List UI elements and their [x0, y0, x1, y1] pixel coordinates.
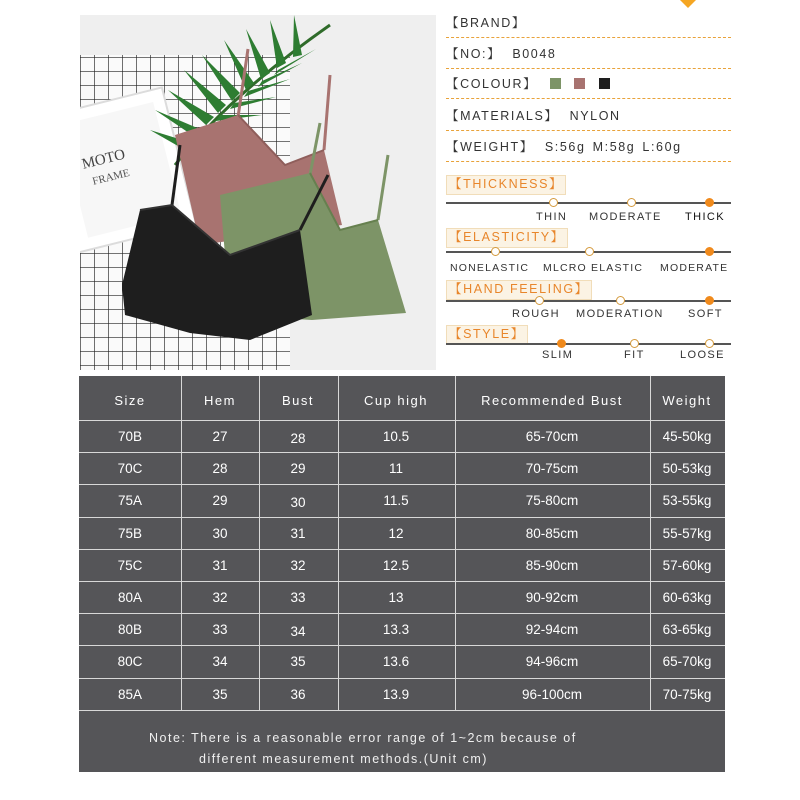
- cell-weight: 65-70kg: [662, 654, 712, 669]
- header-recommended-bust: Recommended Bust: [481, 393, 623, 408]
- thickness-dot-thick: [705, 198, 714, 207]
- thickness-dot-moderate: [627, 198, 636, 207]
- header-weight: Weight: [662, 393, 712, 408]
- cell-size: 70B: [117, 429, 143, 444]
- measurement-note: [79, 728, 725, 770]
- colour-swatch-pink: [574, 78, 585, 89]
- colour-swatch-green: [550, 78, 561, 89]
- cell-size: 75A: [117, 493, 143, 508]
- note-line-1: Note: There is a reasonable error range of 1~2cm because of: [149, 731, 577, 745]
- cell-cup-high: 13: [388, 590, 404, 605]
- product-photo: [80, 15, 436, 370]
- frame-text-2: FRAME: [91, 166, 131, 188]
- thickness-title: 【THICKNESS】: [446, 175, 566, 195]
- cell-hem: 35: [212, 687, 228, 702]
- style-dot-fit: [630, 339, 639, 348]
- cell-weight: 63-65kg: [662, 622, 712, 637]
- weight-label: 【WEIGHT】: [446, 140, 534, 154]
- note-line-2: different measurement methods.(Unit cm): [199, 752, 488, 766]
- cell-size: 75B: [117, 526, 143, 541]
- cell-bust: 30: [290, 495, 306, 510]
- cell-size: 70C: [117, 461, 143, 476]
- elasticity-label-moderate: MODERATE: [660, 262, 729, 274]
- cell-hem: 27: [212, 429, 228, 444]
- cell-size: 80A: [117, 590, 143, 605]
- thickness-label-thin: THIN: [536, 211, 568, 223]
- header-size: Size: [114, 393, 146, 408]
- hand-feeling-dot-moderation: [616, 296, 625, 305]
- cell-weight: 60-63kg: [662, 590, 712, 605]
- cell-bust: 29: [290, 461, 306, 476]
- header-bust: Bust: [281, 393, 314, 408]
- cell-cup-high: 12.5: [382, 558, 410, 573]
- hand-feeling-scale-line: [446, 300, 731, 302]
- thickness-label-moderate: MODERATE: [589, 211, 662, 223]
- cell-size: 85A: [117, 687, 143, 702]
- style-label-fit: FIT: [624, 349, 645, 361]
- cell-recommended-bust: 80-85cm: [525, 526, 579, 541]
- arrow-down-icon: [680, 0, 696, 8]
- style-label-slim: SLIM: [542, 349, 574, 361]
- cell-hem: 28: [212, 461, 228, 476]
- cell-cup-high: 13.3: [382, 622, 410, 637]
- cell-hem: 30: [212, 526, 228, 541]
- cell-weight: 45-50kg: [662, 429, 712, 444]
- weight-value: S:56g M:58g L:60g: [544, 140, 682, 154]
- cell-cup-high: 13.9: [382, 687, 410, 702]
- materials-label: 【MATERIALS】: [446, 109, 559, 123]
- number-row: [446, 39, 731, 69]
- cell-bust: 31: [290, 526, 306, 541]
- weight-row: [446, 132, 731, 162]
- colour-label: 【COLOUR】: [446, 77, 538, 91]
- brand-label: 【BRAND】: [446, 16, 526, 30]
- cell-recommended-bust: 94-96cm: [525, 654, 579, 669]
- cell-hem: 34: [212, 654, 228, 669]
- brand-row: [446, 8, 731, 38]
- cell-hem: 29: [212, 493, 228, 508]
- frame-text-1: MOTO: [80, 146, 127, 173]
- cell-weight: 70-75kg: [662, 687, 712, 702]
- cell-bust: 34: [290, 624, 306, 639]
- hand-feeling-label-moderation: MODERATION: [576, 308, 664, 320]
- cell-bust: 32: [290, 558, 306, 573]
- cell-recommended-bust: 65-70cm: [525, 429, 579, 444]
- style-scale-line: [446, 343, 731, 345]
- cell-bust: 35: [290, 654, 306, 669]
- cell-hem: 32: [212, 590, 228, 605]
- number-value: B0048: [512, 47, 557, 61]
- cell-cup-high: 11: [388, 461, 403, 476]
- cell-recommended-bust: 90-92cm: [525, 590, 579, 605]
- cell-bust: 33: [290, 590, 306, 605]
- cell-weight: 57-60kg: [662, 558, 712, 573]
- cell-weight: 53-55kg: [662, 493, 712, 508]
- cell-bust: 28: [290, 431, 306, 446]
- style-label-loose: LOOSE: [680, 349, 725, 361]
- elasticity-label-nonelastic: NONELASTIC: [450, 262, 530, 274]
- cell-recommended-bust: 92-94cm: [525, 622, 579, 637]
- cell-cup-high: 13.6: [382, 654, 410, 669]
- elasticity-dot-moderate: [705, 247, 714, 256]
- cell-bust: 36: [290, 687, 306, 702]
- elasticity-label-micro-elastic: MLCRO ELASTIC: [543, 262, 644, 274]
- cell-size: 80C: [117, 654, 143, 669]
- cell-hem: 33: [212, 622, 228, 637]
- cell-recommended-bust: 75-80cm: [525, 493, 579, 508]
- size-table: [79, 376, 725, 772]
- materials-value: NYLON: [569, 109, 621, 123]
- hand-feeling-dot-rough: [535, 296, 544, 305]
- thickness-label-thick: THICK: [685, 211, 725, 223]
- colour-row: [446, 69, 731, 99]
- cell-recommended-bust: 85-90cm: [525, 558, 579, 573]
- hand-feeling-label-soft: SOFT: [688, 308, 723, 320]
- colour-swatch-black: [599, 78, 610, 89]
- elasticity-dot-micro-elastic: [585, 247, 594, 256]
- thickness-scale-line: [446, 202, 731, 204]
- cell-cup-high: 11.5: [383, 493, 409, 508]
- style-dot-slim: [557, 339, 566, 348]
- style-title: 【STYLE】: [446, 325, 528, 345]
- cell-weight: 50-53kg: [662, 461, 712, 476]
- elasticity-dot-nonelastic: [491, 247, 500, 256]
- cell-size: 80B: [117, 622, 143, 637]
- hand-feeling-title: 【HAND FEELING】: [446, 280, 592, 300]
- cell-cup-high: 10.5: [382, 429, 410, 444]
- cell-recommended-bust: 96-100cm: [521, 687, 583, 702]
- hand-feeling-label-rough: ROUGH: [512, 308, 560, 320]
- number-label: 【NO:】: [446, 47, 502, 61]
- elasticity-title: 【ELASTICITY】: [446, 228, 568, 248]
- thickness-dot-thin: [549, 198, 558, 207]
- cell-size: 75C: [117, 558, 143, 573]
- style-dot-loose: [705, 339, 714, 348]
- cell-recommended-bust: 70-75cm: [525, 461, 579, 476]
- cell-cup-high: 12: [388, 526, 404, 541]
- header-cup-high: Cup high: [363, 393, 429, 408]
- materials-row: [446, 101, 731, 131]
- cell-weight: 55-57kg: [662, 526, 712, 541]
- hand-feeling-dot-soft: [705, 296, 714, 305]
- cell-hem: 31: [212, 558, 228, 573]
- header-hem: Hem: [204, 393, 236, 408]
